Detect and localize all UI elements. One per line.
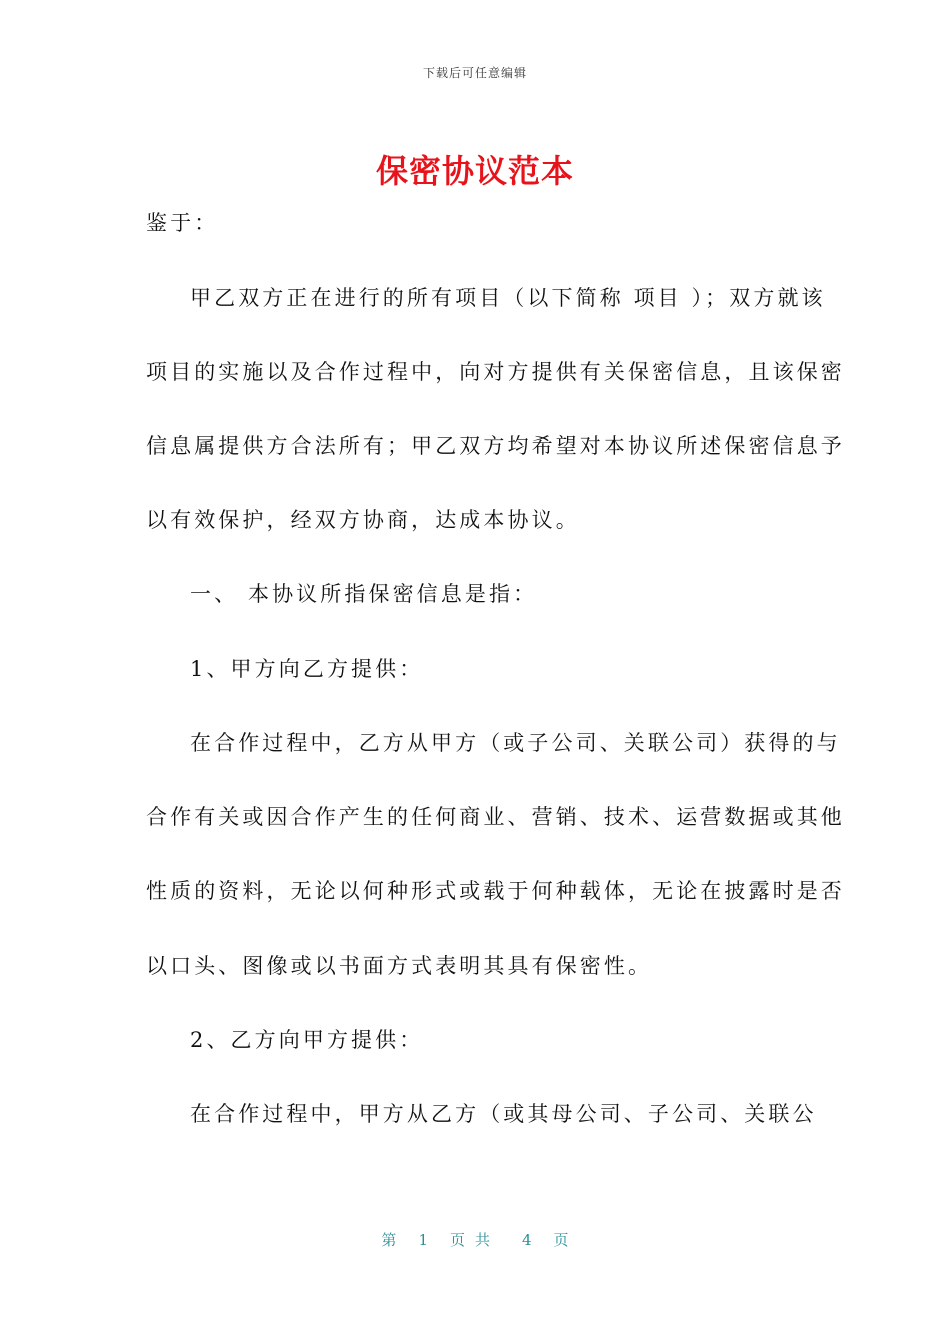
footer-page-suffix: 页 [553,1231,569,1249]
paragraph-line: 以口头、图像或以书面方式表明其具有保密性。 [146,954,653,978]
subsection-heading: 1、甲方向乙方提供： [190,657,424,681]
paragraph-line: 性质的资料，无论以何种形式或载于何种载体，无论在披露时是否 [146,879,845,903]
paragraph-line: 项目的实施以及合作过程中，向对方提供有关保密信息，且该保密 [146,360,845,384]
paragraph-line: 在合作过程中，乙方从甲方（或子公司、关联公司）获得的与 [190,731,841,755]
document-title: 保密协议范本 [375,152,574,190]
page-footer [0,1229,950,1250]
footer-page-total: 4 [522,1231,532,1249]
paragraph-line: 以有效保护，经双方协商，达成本协议。 [146,508,580,532]
paragraph-line: 在合作过程中，甲方从乙方（或其母公司、子公司、关联公 [190,1102,817,1126]
section-heading: 一、 本协议所指保密信息是指： [190,582,538,606]
footer-page-middle: 页共 [449,1231,500,1249]
paragraph-line: 合作有关或因合作产生的任何商业、营销、技术、运营数据或其他 [146,805,845,829]
subsection-heading: 2、乙方向甲方提供： [190,1028,424,1052]
footer-page-prefix: 第 [381,1231,397,1249]
footer-page-number: 1 [418,1231,428,1249]
header-note: 下载后可任意编辑 [422,66,527,80]
paragraph-line: 鉴于： [146,211,219,235]
paragraph-line: 信息属提供方合法所有；甲乙双方均希望对本协议所述保密信息予 [146,434,845,458]
paragraph-line: 甲乙双方正在进行的所有项目（以下简称 项目 ）；双方就该 [190,286,826,310]
